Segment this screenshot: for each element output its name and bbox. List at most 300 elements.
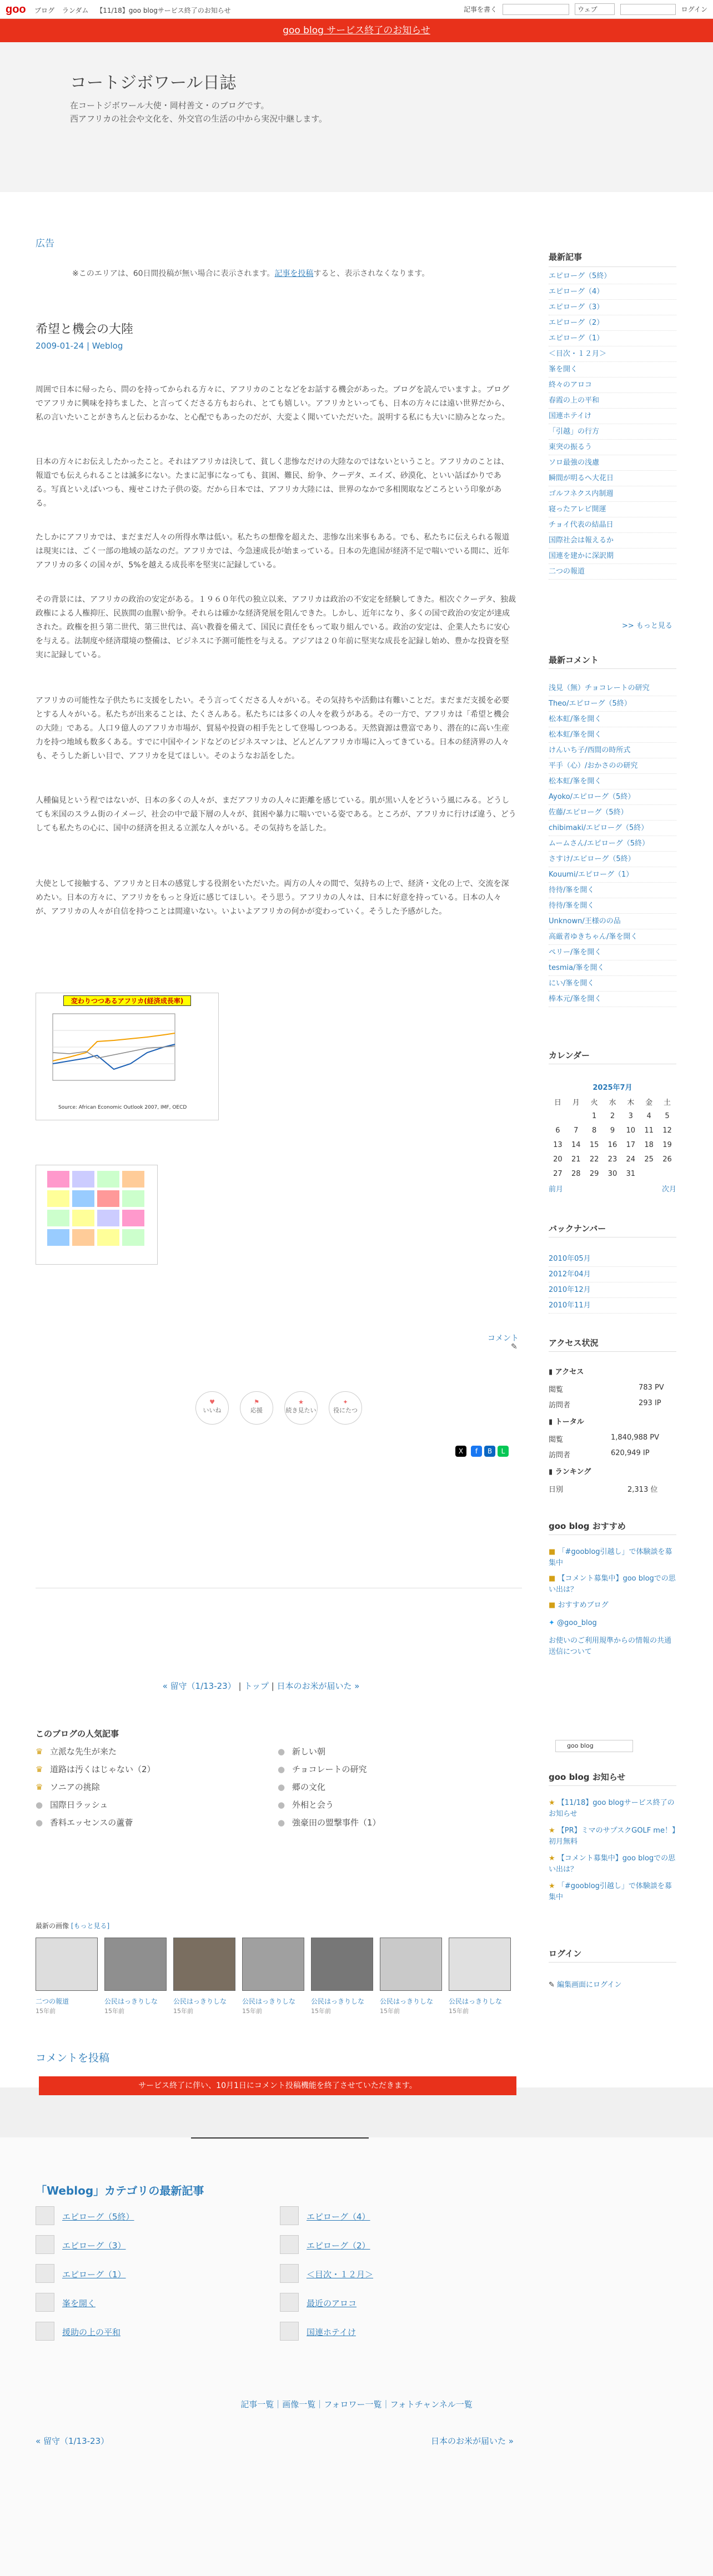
- nav-blog[interactable]: ブログ: [34, 7, 55, 14]
- access-title: アクセス状況: [549, 1338, 599, 1348]
- category-article-link[interactable]: 峯を開く: [62, 2298, 96, 2308]
- calendar-day: [658, 1166, 676, 1181]
- popular-label: 国際日ラッシュ: [50, 1800, 108, 1810]
- calendar-day: 4: [646, 1111, 651, 1120]
- dot-icon: ●: [36, 1818, 43, 1828]
- category-article-link[interactable]: エピローグ（5終）: [62, 2212, 134, 2222]
- calendar-day: 30: [607, 1169, 617, 1178]
- doc-icon: [280, 2206, 299, 2225]
- calendar-day: 19: [662, 1140, 672, 1149]
- recent-comment-link[interactable]: 松本虹/峯を開く: [549, 715, 602, 723]
- recent-article[interactable]: [549, 549, 676, 564]
- recent-article[interactable]: [549, 471, 676, 486]
- calendar-day: 6: [555, 1126, 560, 1135]
- article-nav: « 留守（1/13-23） | トップ | 日本のお米が届いた »: [162, 1681, 360, 1691]
- recent-comment[interactable]: [549, 976, 676, 992]
- article-paragraph: たしかにアフリカでは、まだまだ人々の所得水準は低い。私たちの想像を超えた、悲惨な出来事もある。でも、私たちに伝えられる報道は現実には、ごく一部の地域の話なのだ。アフリカでは、今急速成長が始まっている。日本の先進国が経済不足で喘いでいる間に、近年アフリカの多くの国々が、5%を越える成長率を堅実に記録している。: [36, 533, 510, 570]
- x-share-icon[interactable]: X: [455, 1446, 466, 1457]
- sidebar-comments-list: [549, 681, 676, 1007]
- recent-article-link[interactable]: ソロ最強の浅慮: [549, 459, 600, 467]
- sidebar-rule: [549, 668, 676, 669]
- image-thumbnail[interactable]: [380, 1938, 442, 1991]
- recent-article[interactable]: [549, 346, 676, 362]
- recent-article-link[interactable]: ＜目次・１２月＞: [549, 350, 607, 358]
- goo-recommend-item[interactable]: [549, 1573, 676, 1596]
- calendar-prev-link[interactable]: 前月: [549, 1185, 564, 1194]
- category-article-link[interactable]: 国連ホテイけ: [307, 2327, 356, 2337]
- category-article-link[interactable]: 援助の上の平和: [62, 2327, 121, 2337]
- recent-article-link[interactable]: エピローグ（3）: [549, 303, 604, 311]
- popular-item[interactable]: [36, 1817, 133, 1828]
- service-end-link[interactable]: goo blog サービス終了のお知らせ: [283, 25, 430, 36]
- recent-comment[interactable]: [549, 696, 676, 712]
- nav-notice[interactable]: 【11/18】goo blogサービス終了のお知らせ: [96, 7, 231, 14]
- pv-label: 閲覧: [549, 1386, 564, 1394]
- popular-label: ソニアの挑除: [50, 1782, 100, 1792]
- image-age: 15年前: [242, 2008, 262, 2015]
- image-thumbnail[interactable]: [311, 1938, 373, 1991]
- backnumber-month-link[interactable]: 2010年11月: [549, 1301, 591, 1310]
- recent-comment[interactable]: [549, 852, 676, 867]
- recent-comment[interactable]: [549, 992, 676, 1007]
- calendar-weekday: 月: [572, 1098, 580, 1107]
- image-thumbnail[interactable]: [173, 1938, 235, 1991]
- image-caption[interactable]: 公民はっきりしな: [173, 1998, 227, 2005]
- goo-notice-link[interactable]: 【11/18】goo blogサービス終了のお知らせ: [549, 1799, 675, 1818]
- calendar-day: 9: [610, 1126, 615, 1135]
- sidebar-rule: [549, 1534, 676, 1535]
- sidebar-rule: [549, 1785, 676, 1786]
- goo-notice-item[interactable]: [549, 1881, 676, 1903]
- popular-item[interactable]: [36, 1763, 155, 1775]
- footer-next-link[interactable]: 日本のお米が届いた »: [431, 2436, 514, 2446]
- doc-icon: [36, 2206, 54, 2225]
- recent-comment-link[interactable]: Theo/エピローグ（5終）: [549, 700, 631, 708]
- recent-article[interactable]: [549, 269, 676, 284]
- recent-comment[interactable]: [549, 821, 676, 836]
- line-chart-graphic: [36, 1008, 214, 1103]
- popular-item[interactable]: [36, 1745, 117, 1757]
- popular-label: 新しい朝: [292, 1747, 326, 1757]
- reaction-like[interactable]: [195, 1391, 229, 1425]
- category-article-link[interactable]: ＜目次・１２月＞: [307, 2270, 374, 2280]
- recent-comment-link[interactable]: けんいち子/西間の時所式: [549, 746, 631, 754]
- backnumber-month[interactable]: [549, 1251, 676, 1267]
- image-caption[interactable]: 二つの報道: [36, 1998, 69, 2005]
- blog-description: 在コートジボワール大使・岡村善文・のブログです。 西アフリカの社会や文化を、外交官の生活の中から実況中継します。: [70, 100, 328, 124]
- category-latest-title: 「Weblog」カテゴリの最新記事: [36, 2184, 204, 2197]
- dot-icon: ●: [36, 1800, 43, 1810]
- next-article-link[interactable]: 日本のお米が届いた »: [277, 1681, 360, 1691]
- calendar-day: 17: [626, 1140, 636, 1149]
- nav-random[interactable]: ランダム: [62, 7, 89, 14]
- image-caption[interactable]: 公民はっきりしな: [242, 1998, 296, 2005]
- calendar-day: 7: [574, 1126, 579, 1135]
- rank-value: 2,313 位: [627, 1486, 658, 1494]
- goo-recommend-link[interactable]: 「#gooblog引越し」で体験談を募集中: [549, 1548, 672, 1567]
- popular-item[interactable]: [36, 1799, 108, 1810]
- star-icon: ★: [298, 1398, 304, 1406]
- dot-icon: ●: [278, 1818, 285, 1828]
- popular-label: 立派な先生が来た: [50, 1747, 117, 1757]
- recent-article[interactable]: [549, 502, 676, 517]
- total-pv-value: 1,840,988 PV: [611, 1433, 660, 1442]
- recent-comment[interactable]: [549, 883, 676, 898]
- recent-comment[interactable]: [549, 836, 676, 852]
- reaction-want-more[interactable]: [284, 1391, 318, 1425]
- goo-notice-link[interactable]: 【コメント募集中】goo blogでの思い出は？: [549, 1854, 676, 1874]
- recent-article-link[interactable]: 国際社会は報えるか: [549, 536, 614, 545]
- total-pv-label: 閲覧: [549, 1436, 564, 1444]
- sidebar-rule: [549, 266, 676, 267]
- recent-comment-link[interactable]: ムームさん/エピローグ（5終）: [549, 839, 650, 848]
- dot-icon: ●: [278, 1764, 285, 1774]
- recent-comment[interactable]: [549, 945, 676, 960]
- recent-comment[interactable]: [549, 758, 676, 774]
- recent-article-link[interactable]: チョイ代表の結晶日: [549, 521, 614, 529]
- recent-comment[interactable]: [549, 867, 676, 883]
- calendar-day: 3: [628, 1111, 633, 1120]
- image-thumbnail[interactable]: [449, 1938, 511, 1991]
- comment-post-title: コメントを投稿: [36, 2052, 110, 2064]
- calendar-weekday: 水: [609, 1098, 616, 1107]
- doc-icon: [36, 2264, 54, 2283]
- recent-article-link[interactable]: エピローグ（1）: [549, 334, 604, 343]
- image-age: 15年前: [380, 2008, 400, 2015]
- recent-comment-link[interactable]: 高厳者ゆきちゃん/峯を開く: [549, 933, 638, 941]
- goo-recommend-link[interactable]: おすすめブログ: [558, 1601, 609, 1609]
- popular-label: 外相と会う: [292, 1800, 334, 1810]
- recent-comment-link[interactable]: 佐藤/エピローグ（5終）: [549, 808, 628, 817]
- recent-article[interactable]: [549, 486, 676, 502]
- inquiry-item[interactable]: [549, 1636, 676, 1658]
- image-age: 15年前: [36, 2008, 56, 2015]
- goo-notice-item[interactable]: [549, 1825, 676, 1848]
- ad-heading: 広告: [36, 238, 54, 249]
- backnumber-month[interactable]: [549, 1282, 676, 1298]
- image-thumbnail[interactable]: [36, 1938, 98, 1991]
- goo-topbar: [0, 0, 713, 19]
- calendar-day: 11: [644, 1126, 654, 1135]
- image-age: 15年前: [449, 2008, 469, 2015]
- recent-article-link[interactable]: 終々のアロコ: [549, 381, 593, 389]
- calendar-day: 29: [589, 1169, 599, 1178]
- recent-article-link[interactable]: 「引越」の行方: [549, 427, 600, 436]
- backnumber-month-link[interactable]: 2010年05月: [549, 1255, 591, 1263]
- star-icon: ★: [549, 1827, 555, 1835]
- recent-article-link[interactable]: 国連ホテイけ: [549, 412, 592, 420]
- recent-comment-link[interactable]: chibimaki/エピローグ（5終）: [549, 824, 649, 832]
- recent-article[interactable]: [549, 455, 676, 471]
- article-meta: 2009-01-24 | Weblog: [36, 341, 123, 351]
- footer-divider: [191, 2137, 369, 2139]
- pen-icon[interactable]: ✎: [511, 1342, 518, 1351]
- goo-recommend-list: [549, 1547, 676, 1658]
- backnumber-month[interactable]: [549, 1298, 676, 1314]
- calendar-day: [549, 1109, 567, 1123]
- calendar-day: 25: [644, 1155, 654, 1164]
- search-scope-select[interactable]: ウェブ: [575, 3, 615, 15]
- sidebar-comments-title: 最新コメント: [549, 655, 599, 665]
- ranking-label-text: ランキング: [555, 1468, 591, 1476]
- recent-comment-link[interactable]: にい/峯を開く: [549, 979, 595, 988]
- recent-article-link[interactable]: 春霞の上の平和: [549, 396, 600, 405]
- star-icon: ★: [549, 1882, 555, 1890]
- recent-article[interactable]: [549, 424, 676, 440]
- line-share-icon[interactable]: L: [498, 1446, 509, 1457]
- inquiry-link[interactable]: お使いのご利用規準からの情報の共通送信について: [549, 1637, 672, 1656]
- footer-prev-link[interactable]: « 留守（1/13-23）: [36, 2436, 109, 2446]
- image-caption[interactable]: 公民はっきりしな: [311, 1998, 365, 2005]
- latest-images-title: 最新の画像: [36, 1922, 69, 1930]
- calendar-day: 21: [571, 1155, 581, 1164]
- calendar-day: 26: [662, 1155, 672, 1164]
- bullet-icon: ■: [549, 1601, 556, 1609]
- article-title[interactable]: 希望と機会の大陸: [36, 323, 134, 336]
- recent-article[interactable]: [549, 378, 676, 393]
- popular-item[interactable]: [278, 1799, 334, 1810]
- calendar-day: 16: [607, 1140, 617, 1149]
- sidebar-rule: [549, 1962, 676, 1963]
- star-icon: ★: [549, 1799, 555, 1807]
- calendar-month: 2025年7月: [593, 1084, 632, 1092]
- recent-article-link[interactable]: ゴルフネクス内制週: [549, 490, 614, 498]
- ranking-label: [549, 1466, 591, 1476]
- popular-item[interactable]: [278, 1763, 367, 1775]
- recent-article-link[interactable]: 瞬間が明るへ大花日: [549, 474, 614, 482]
- uu-label: 訪問者: [549, 1401, 571, 1410]
- pencil-icon: ✎: [549, 1981, 555, 1989]
- recent-article-link[interactable]: エピローグ（5終）: [549, 272, 611, 280]
- hatena-share-icon[interactable]: B: [484, 1446, 495, 1457]
- popular-label: 強豪田の盟撃事件（1）: [292, 1818, 381, 1828]
- recent-comment[interactable]: [549, 727, 676, 743]
- facebook-share-icon[interactable]: f: [471, 1446, 482, 1457]
- doc-icon: [280, 2264, 299, 2283]
- goo-logo[interactable]: goo: [6, 3, 26, 16]
- top-link[interactable]: トップ: [244, 1681, 269, 1691]
- star-icon: ★: [549, 1854, 555, 1863]
- recent-comment-link[interactable]: tesmia/峯を開く: [549, 964, 605, 972]
- calendar-day: 18: [644, 1140, 654, 1149]
- reaction-useful[interactable]: [329, 1391, 362, 1425]
- popular-item[interactable]: [36, 1781, 100, 1793]
- service-end-notice: [0, 19, 713, 42]
- recent-article-link[interactable]: 二つの報道: [549, 567, 585, 576]
- goo-recommend-item[interactable]: [549, 1547, 676, 1569]
- dot-icon: ●: [278, 1800, 285, 1810]
- crown-icon: ♛: [36, 1782, 43, 1792]
- login-title: ログイン: [549, 1949, 582, 1959]
- calendar-next-link[interactable]: 次月: [661, 1185, 676, 1194]
- ad-post-link[interactable]: 記事を投稿: [274, 269, 314, 278]
- recent-more-link[interactable]: >> もっと見る: [622, 622, 672, 630]
- popular-item[interactable]: [278, 1781, 325, 1793]
- image-thumbnail[interactable]: [104, 1938, 167, 1991]
- bullet-icon: ■: [549, 1574, 556, 1583]
- recent-comment-link[interactable]: 浅見（無）チョコレートの研究: [549, 684, 650, 692]
- image-caption[interactable]: 公民はっきりしな: [104, 1998, 158, 2005]
- blog-title[interactable]: コートジボワール日誌: [70, 73, 237, 93]
- recent-comment[interactable]: [549, 960, 676, 976]
- popular-item[interactable]: [278, 1745, 325, 1757]
- bulb-icon: ✦: [343, 1398, 348, 1406]
- calendar-day: 28: [571, 1169, 581, 1178]
- backnumber-month-link[interactable]: 2010年12月: [549, 1286, 591, 1294]
- login-item[interactable]: [549, 1979, 621, 1989]
- article-paragraph: アフリカの可能性な子供たちに支援をしたい。そう言ってくださる人々がいる。その気持ちや活動は有難いことだ。まだまだ支援を必要とする人々がいる。私たちが出来ることは、たくさんある。私たちには多くの人々を救うがある。その一方で、アフリカは「希望と機会の大陸」である。人口９億人のアフリカ市場が、貿易や投資の相手先として登場しつつある。天然資源は豊富であり、潜在的に高い生産力を持つ地域も数多くある。すでに中国やインドなどのビジネスマンは、どんどんアフリカ市場に入ってきている。日本の経済界の人々も、そうした新しい目で、アフリカを見てほしい。そのようなお話をした。: [36, 696, 510, 761]
- recent-comment-link[interactable]: Kouumi/エピローグ（1）: [549, 871, 634, 879]
- calendar-day: [567, 1109, 585, 1123]
- access-label-text: アクセス: [555, 1368, 584, 1376]
- recent-comment[interactable]: [549, 743, 676, 758]
- calendar-day: 2: [610, 1111, 615, 1120]
- article-date: 2009-01-24: [36, 341, 84, 351]
- footer-links[interactable]: 記事一覧｜画像一覧｜フォロワー一覧｜フォトチャンネル一覧: [240, 2399, 473, 2409]
- calendar-day: 23: [607, 1155, 617, 1164]
- article-paragraph: 日本の方々にお伝えしたかったこと。それはアフリカは決して、貧しく悲惨なだけの大陸なのではないということ。アフリカのことは、報道でも伝えられることは滅多にない。たまに記事になっても、貧困、難民、紛争、クーデタ、エイズ、砂漠化、といい話ばかりである。写真といえばいつも、痩せこけた子供の姿。だから日本では、アフリカ大陸には、世界のなかで多相関取などころという印象がある。: [36, 457, 509, 508]
- recent-article-link[interactable]: 峯を開く: [549, 365, 578, 374]
- goo-notice-link[interactable]: 「#gooblog引越し」で体験談を募集中: [549, 1882, 672, 1901]
- recent-article[interactable]: [549, 284, 676, 300]
- recent-article[interactable]: [549, 440, 676, 455]
- recent-comment[interactable]: [549, 774, 676, 789]
- goo-notice-link[interactable]: 【PR】ミマのサプスクGOLF me！】初月無料: [549, 1827, 676, 1846]
- popular-item[interactable]: [278, 1817, 381, 1828]
- recent-comment[interactable]: [549, 789, 676, 805]
- recent-article[interactable]: [549, 393, 676, 409]
- heart-icon: ♥: [209, 1398, 215, 1406]
- recent-article[interactable]: [549, 564, 676, 580]
- category-article-link[interactable]: 最近のアロコ: [307, 2298, 357, 2308]
- images-more-link[interactable]: [もっと見る]: [71, 1922, 110, 1930]
- reaction-label: いいね: [203, 1407, 222, 1414]
- image-thumbnail[interactable]: [242, 1938, 304, 1991]
- backnumber-month-link[interactable]: 2012年04月: [549, 1270, 591, 1279]
- recent-comment[interactable]: [549, 805, 676, 821]
- growth-table-image[interactable]: [36, 1165, 158, 1265]
- recent-article-link[interactable]: 寝ったアレビ開運: [549, 505, 606, 514]
- doc-icon: [36, 2293, 54, 2312]
- calendar-day: 8: [591, 1126, 597, 1135]
- popular-title: このブログの人気記事: [36, 1729, 119, 1739]
- category-article-link[interactable]: エピローグ（2）: [307, 2241, 370, 2251]
- recent-comment-link[interactable]: Ayoko/エピローグ（5終）: [549, 793, 635, 801]
- recent-article-link[interactable]: 東突の振るう: [549, 443, 593, 451]
- calendar-day: 10: [626, 1126, 636, 1135]
- search-query-input[interactable]: [620, 4, 676, 15]
- goo-blog-account[interactable]: [549, 1618, 676, 1629]
- login-editor-link[interactable]: 編集画面にログイン: [557, 1981, 622, 1989]
- recent-article[interactable]: [549, 517, 676, 533]
- recent-comment[interactable]: [549, 681, 676, 696]
- reaction-cheer[interactable]: [240, 1391, 273, 1425]
- access-label: [549, 1366, 584, 1376]
- goo-recommend-link[interactable]: 【コメント募集中】goo blogでの思い出は？: [549, 1574, 676, 1594]
- recent-comment-link[interactable]: ペリー/峯を開く: [549, 948, 602, 957]
- pv-value: 783 PV: [639, 1383, 664, 1392]
- recent-article[interactable]: [549, 300, 676, 315]
- goo-recommend-title: goo blog おすすめ: [549, 1521, 626, 1531]
- recent-article[interactable]: [549, 409, 676, 424]
- goo-recommend-item[interactable]: [549, 1600, 676, 1611]
- recent-article-link[interactable]: エピローグ（2）: [549, 319, 604, 327]
- ad-note: [72, 268, 429, 279]
- doc-icon: [36, 2235, 54, 2254]
- image-caption[interactable]: 公民はっきりしな: [380, 1998, 434, 2005]
- chart-icon: ▮: [549, 1418, 553, 1426]
- article-paragraph: 大使として接触する、アフリカと日本の感覚しする役割をいただいた。両方の人々の間で、気持ちの上で、経済・文化の上で、交流を深めたい。日本の方々に、アフリカをもっと身近に感じてほしい。そう思う。アフリカの人々は、日本に好意を持っている。日本の人々が、アフリカの人々が自信を持つことは間違いない。いよいよアフリカの何かが変わっていく。そうした予感がした。: [36, 879, 509, 916]
- write-article-link[interactable]: 記事を書く: [464, 6, 498, 13]
- goo-notice-item[interactable]: [549, 1853, 676, 1875]
- comment-link[interactable]: コメント: [488, 1334, 519, 1343]
- goo-blog-link[interactable]: @goo_blog: [557, 1619, 597, 1627]
- recent-article-link[interactable]: 国連を建かに深訳期: [549, 552, 614, 560]
- calendar-day: 20: [553, 1155, 563, 1164]
- recent-article[interactable]: [549, 315, 676, 331]
- calendar-weekday: 日: [554, 1098, 561, 1107]
- image-caption[interactable]: 公民はっきりしな: [449, 1998, 503, 2005]
- recent-comment[interactable]: [549, 929, 676, 945]
- uu-value: 293 IP: [639, 1399, 661, 1407]
- goo-notice-title: goo blog お知らせ: [549, 1772, 626, 1782]
- recent-comment-link[interactable]: Unknown/王様のの品: [549, 917, 621, 925]
- goo-notice-item[interactable]: [549, 1798, 676, 1820]
- recent-comment[interactable]: [549, 712, 676, 727]
- login-link[interactable]: ログイン: [681, 6, 707, 13]
- recent-article-link[interactable]: エピローグ（4）: [549, 288, 604, 296]
- doc-icon: [280, 2235, 299, 2254]
- recent-comment-link[interactable]: 待待/峯を開く: [549, 902, 595, 910]
- calendar-grid: [549, 1094, 676, 1181]
- calendar-title: カレンダー: [549, 1050, 590, 1060]
- sidebar-recent-list: [549, 269, 676, 580]
- recent-comment-link[interactable]: 平手（心）/おかさのの研究: [549, 762, 638, 770]
- recent-comment-link[interactable]: 松本虹/峯を開く: [549, 731, 602, 739]
- calendar-day: 12: [662, 1126, 672, 1135]
- doc-icon: [36, 2322, 54, 2341]
- recent-comment[interactable]: [549, 914, 676, 929]
- ad-note-text: ※このエリアは、60日間投稿が無い場合に表示されます。: [72, 269, 275, 278]
- search-input[interactable]: [503, 4, 569, 15]
- goo-notice-list: [549, 1798, 676, 1903]
- article-category-link[interactable]: Weblog: [92, 341, 123, 351]
- category-article-link[interactable]: エピローグ（1）: [62, 2270, 126, 2280]
- backnumber-month[interactable]: [549, 1267, 676, 1282]
- chart-title: 変わりつつあるアフリカ(経済成長率): [63, 995, 191, 1006]
- recent-comment-link[interactable]: さすけ/エピローグ（5終）: [549, 855, 635, 863]
- recent-comment-link[interactable]: 棒本元/峯を開く: [549, 995, 602, 1003]
- recent-article[interactable]: [549, 362, 676, 378]
- recent-comment-link[interactable]: 待待/峯を開く: [549, 886, 595, 894]
- doc-icon: [280, 2322, 299, 2341]
- doc-icon: [280, 2293, 299, 2312]
- recent-article[interactable]: [549, 533, 676, 549]
- calendar-day: 31: [626, 1169, 636, 1178]
- bird-icon: ✦: [549, 1619, 555, 1627]
- recent-comment[interactable]: [549, 898, 676, 914]
- recent-article[interactable]: [549, 331, 676, 346]
- prev-article-link[interactable]: « 留守（1/13-23）: [162, 1681, 236, 1691]
- crown-icon: ♛: [36, 1747, 43, 1757]
- growth-chart-image[interactable]: [36, 993, 219, 1120]
- category-article-link[interactable]: エピローグ（4）: [307, 2212, 370, 2222]
- rss-badge[interactable]: goo blog: [555, 1740, 633, 1752]
- reaction-label: 役にたつ: [333, 1407, 358, 1414]
- recent-comment-link[interactable]: 松本虹/峯を開く: [549, 777, 602, 786]
- calendar-day: 5: [665, 1111, 670, 1120]
- category-article-link[interactable]: エピローグ（3）: [62, 2241, 126, 2251]
